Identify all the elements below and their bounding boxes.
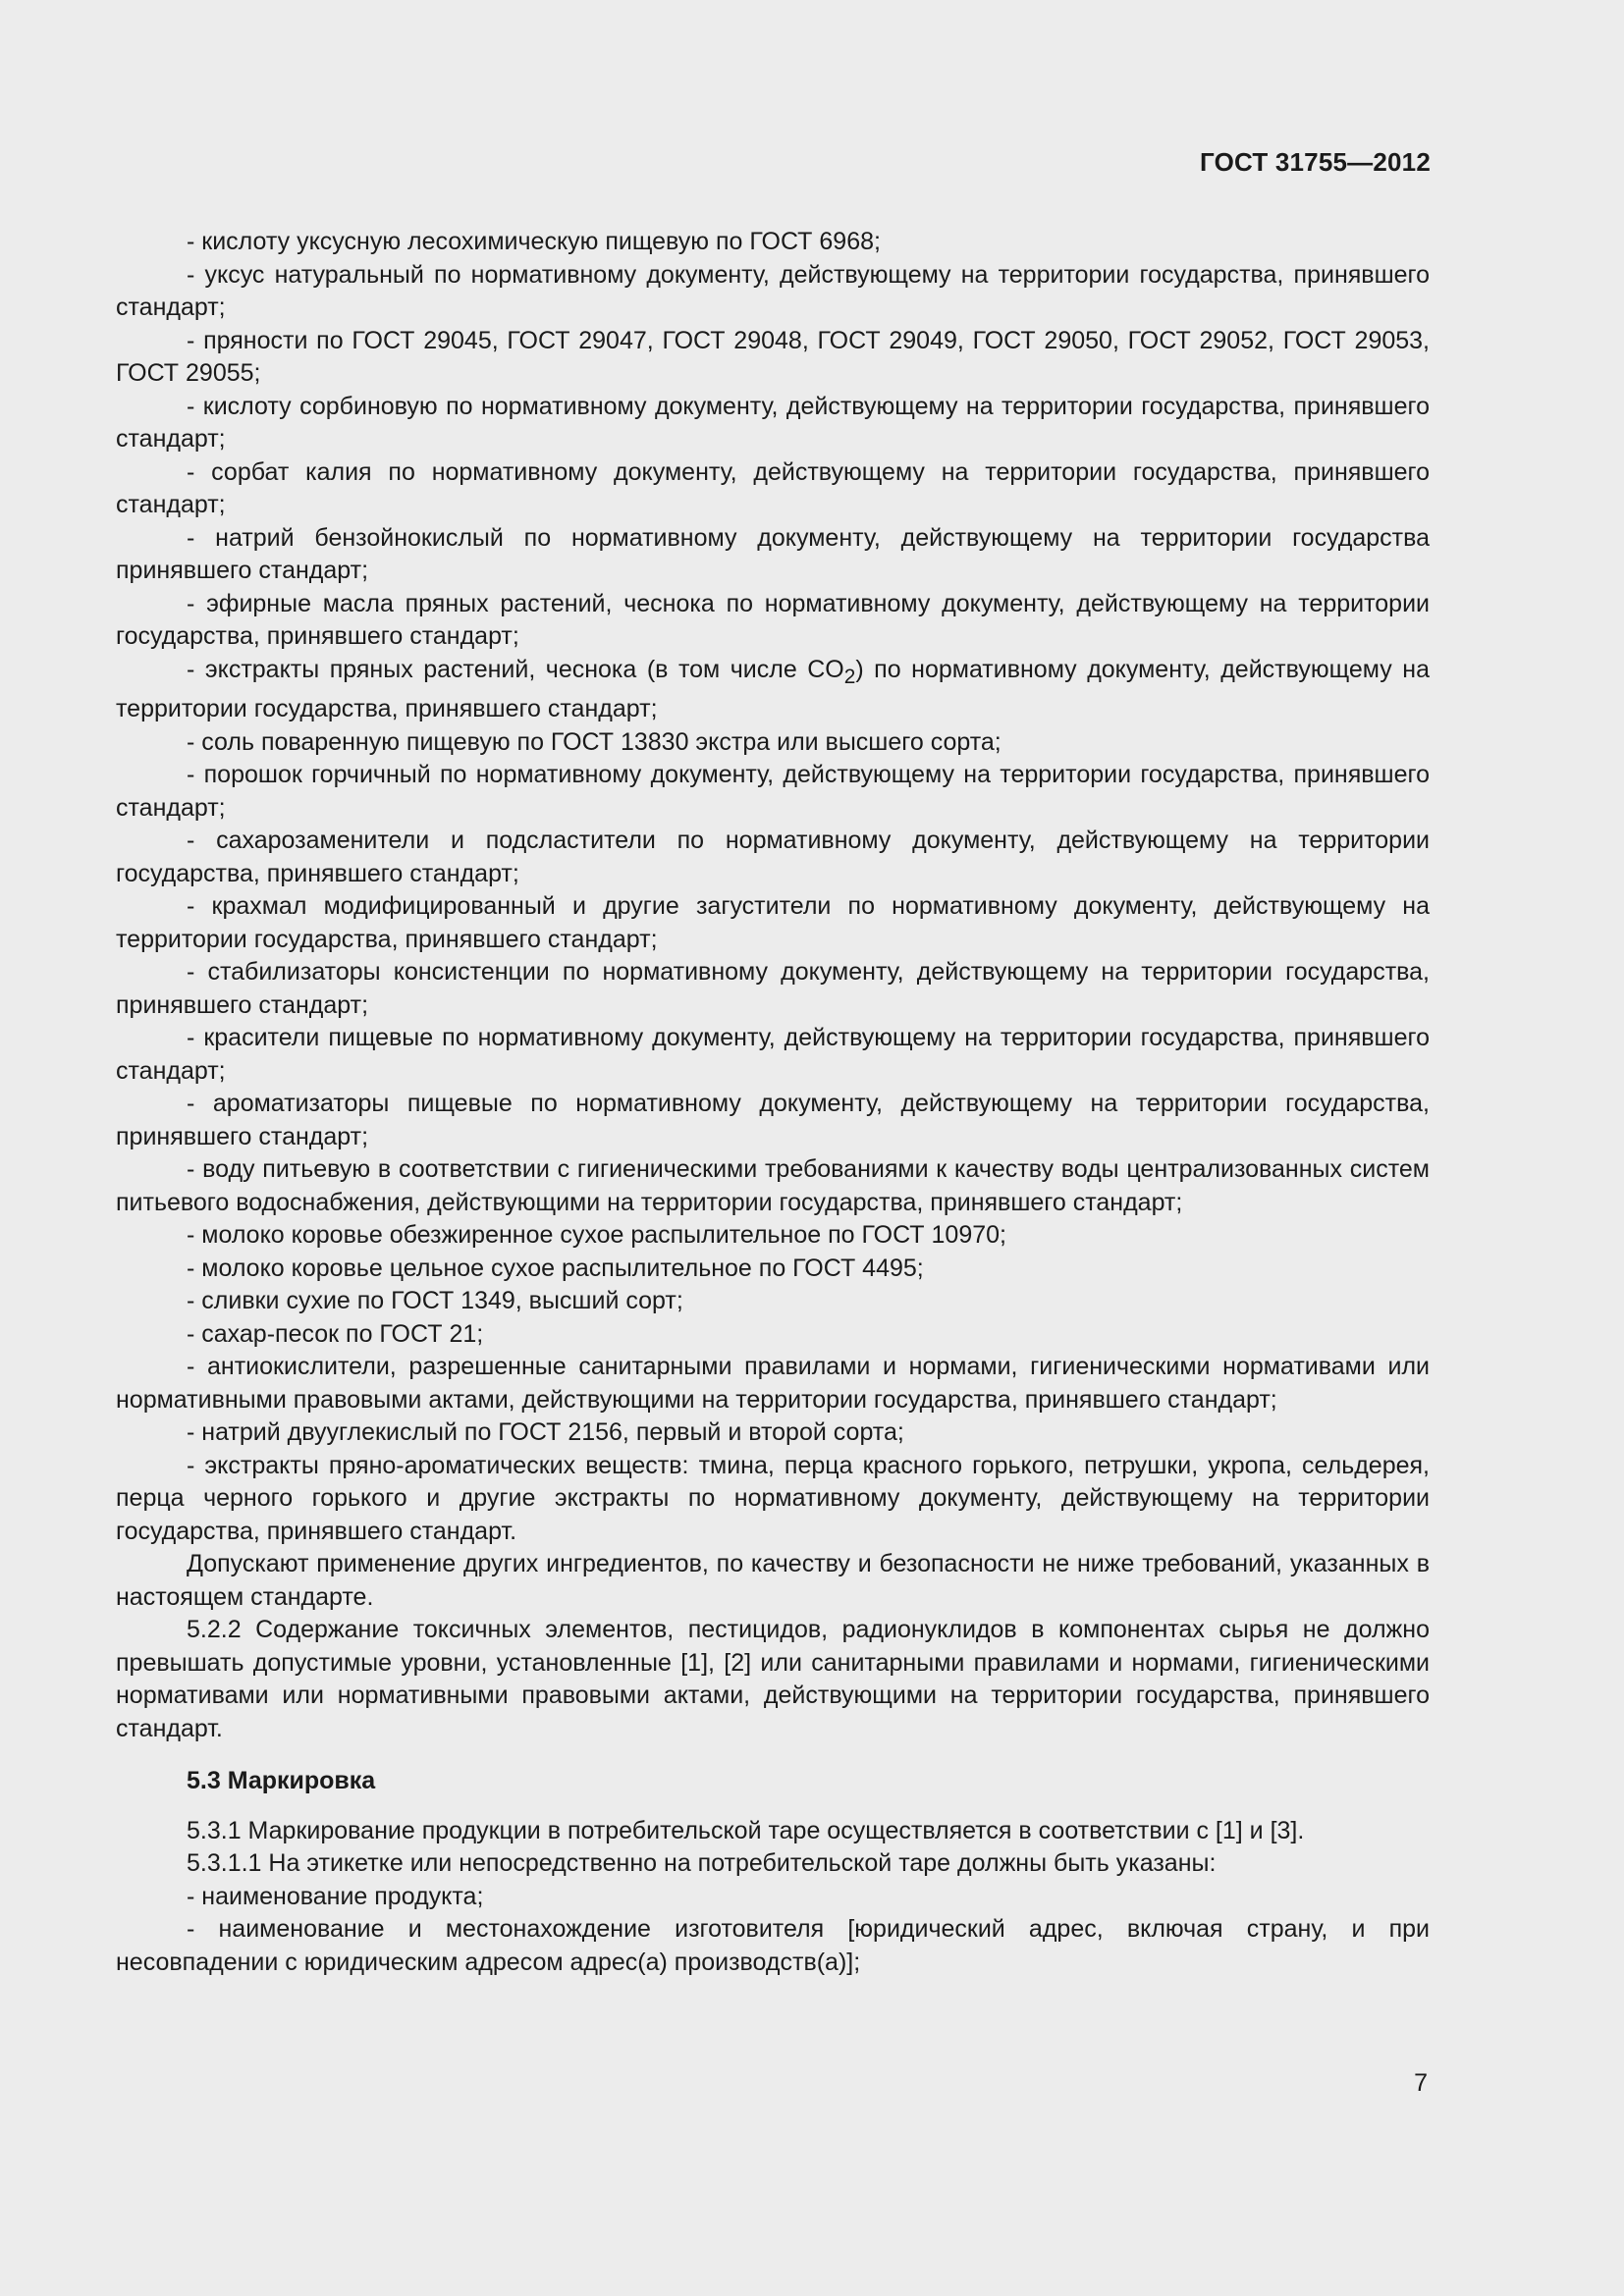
list-item-co2 <box>116 654 1430 726</box>
list-item: - кислоту уксусную лесохимическую пищевую по ГОСТ 6968; <box>187 228 881 255</box>
list-item: - наименование и местонахождение изготовителя [юридический адрес, включая страну, и при несовпадении с юридическим адресом адрес(а) производств(а)]; <box>116 1915 1430 1976</box>
co2-subscript: 2 <box>843 665 856 688</box>
co2-text-after: ) по нормативному документу, действующему на территории государства, принявшего стандарт; <box>116 655 1430 722</box>
list-item: - сахарозаменители и подсластители по нормативному документу, действующему на территории государства, принявшего стандарт; <box>116 827 1430 887</box>
paragraph-5-3-1-1: 5.3.1.1 На этикетке или непосредственно на потребительской таре должны быть указаны: <box>187 1849 1217 1877</box>
list-item: - кислоту сорбиновую по нормативному документу, действующему на территории государства, принявшего стандарт; <box>116 392 1430 453</box>
paragraph-5-3-1: 5.3.1 Маркирование продукции в потребительской таре осуществляется в соответствии с [1] и [3]. <box>187 1816 1305 1844</box>
paragraph-other-ingredients: Допускают применение других ингредиентов, по качеству и безопасности не ниже требований, указанных в настоящем стандарте. <box>116 1550 1430 1611</box>
list-item: - молоко коровье цельное сухое распылительное по ГОСТ 4495; <box>187 1254 924 1282</box>
list-item: - крахмал модифицированный и другие загустители по нормативному документу, действующему на территории государства, принявшего стандарт; <box>116 892 1430 953</box>
list-item: - красители пищевые по нормативному документу, действующему на территории государства, принявшего стандарт; <box>116 1024 1430 1085</box>
list-item: - наименование продукта; <box>187 1882 484 1910</box>
list-item: - ароматизаторы пищевые по нормативному документу, действующему на территории государства, принявшего стандарт; <box>116 1090 1430 1150</box>
page-number: 7 <box>1414 2069 1428 2097</box>
list-item: - экстракты пряно-ароматических веществ: тмина, перца красного горького, петрушки, укропа, сельдерея, перца черного горького и другие экстракты по нормативному документу, действующему на территории государства, принявшего стандарт. <box>116 1451 1430 1545</box>
list-item: - порошок горчичный по нормативному документу, действующему на территории государства, принявшего стандарт; <box>116 761 1430 822</box>
list-item: - сахар-песок по ГОСТ 21; <box>187 1319 484 1348</box>
document-header-title: ГОСТ 31755—2012 <box>1200 147 1431 177</box>
list-item: - антиокислители, разрешенные санитарными правилами и нормами, гигиеническими нормативами или нормативными правовыми актами, действующими на территории государства, принявшего стандарт; <box>116 1353 1430 1414</box>
paragraph-5-2-2: 5.2.2 Содержание токсичных элементов, пестицидов, радионуклидов в компонентах сырья не должно превышать допустимые уровни, установленные [1], [2] или санитарными правилами и нормами, гигиеническими нормативами или нормативными правовыми актами, действующими на территории государства, принявшего стандарт. <box>116 1616 1430 1742</box>
co2-text-before: - экстракты пряных растений, чеснока (в том числе CO <box>187 655 844 683</box>
list-item: - пряности по ГОСТ 29045, ГОСТ 29047, ГОСТ 29048, ГОСТ 29049, ГОСТ 29050, ГОСТ 29052, ГОСТ 29053, ГОСТ 29055; <box>116 326 1430 387</box>
list-item: - натрий двууглекислый по ГОСТ 2156, первый и второй сорта; <box>187 1418 904 1446</box>
list-item: - стабилизаторы консистенции по нормативному документу, действующему на территории государства, принявшего стандарт; <box>116 958 1430 1019</box>
list-item: - воду питьевую в соответствии с гигиеническими требованиями к качеству воды централизованных систем питьевого водоснабжения, действующими на территории государства, принявшего стандарт; <box>116 1155 1430 1216</box>
list-item: - уксус натуральный по нормативному документу, действующему на территории государства, принявшего стандарт; <box>116 260 1430 321</box>
list-item: - соль поваренную пищевую по ГОСТ 13830 экстра или высшего сорта; <box>187 727 1001 756</box>
list-item: - эфирные масла пряных растений, чеснока по нормативному документу, действующему на территории государства, принявшего стандарт; <box>116 589 1430 650</box>
document-body <box>116 226 1430 1979</box>
section-heading: 5.3 Маркировка <box>187 1767 376 1794</box>
list-item: - натрий бензойнокислый по нормативному документу, действующему на территории государства принявшего стандарт; <box>116 523 1430 584</box>
list-item: - сливки сухие по ГОСТ 1349, высший сорт; <box>187 1287 683 1314</box>
list-item: - сорбат калия по нормативному документу, действующему на территории государства, принявшего стандарт; <box>116 457 1430 518</box>
list-item: - молоко коровье обезжиренное сухое распылительное по ГОСТ 10970; <box>187 1221 1006 1249</box>
